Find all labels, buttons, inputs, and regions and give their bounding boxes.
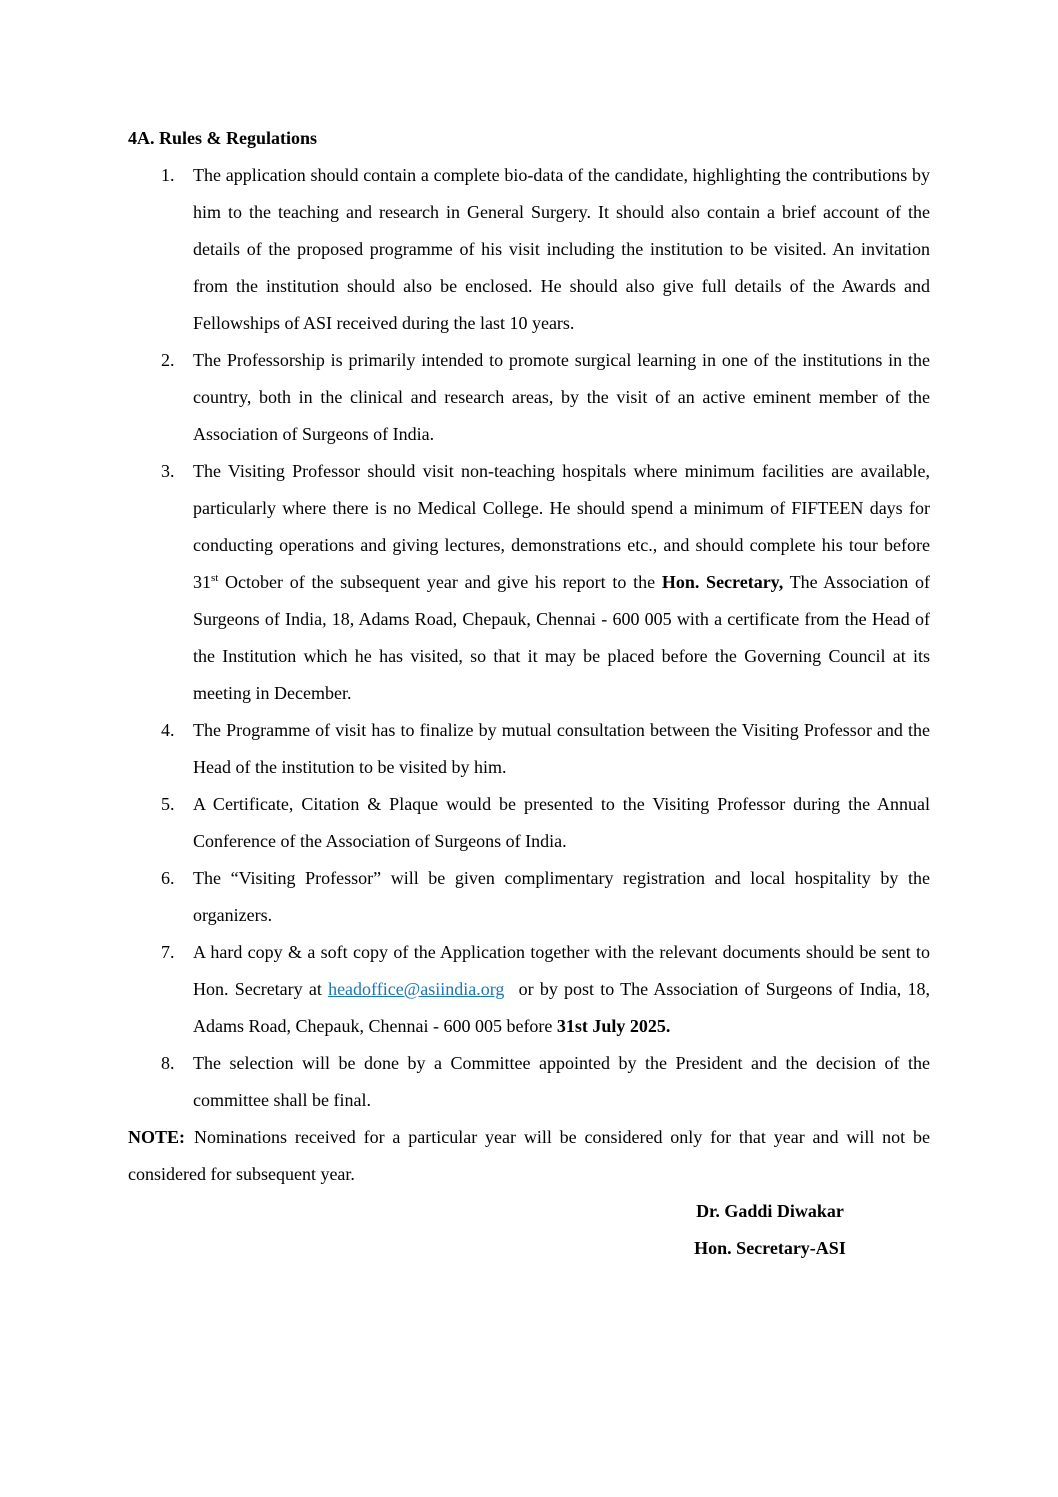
rule-item-8 — [128, 1045, 930, 1119]
document-heading: 4A. Rules & Regulations — [128, 128, 318, 148]
rule-text: A Certificate, Citation & Plaque would be presented to the Visiting Professor during the Annual Conference of the Association of Surgeons of India. — [193, 794, 930, 851]
rule-text-post: The Association of Surgeons of India, 18, Adams Road, Chepauk, Chennai - 600 005 with a certificate from the Head of the Institution which he has visited, so that it may be placed before the Governing Council at its meeting in December. — [193, 572, 931, 703]
rules-list — [128, 157, 930, 1119]
rule-item-3 — [128, 453, 930, 712]
rule-number: 2. — [161, 350, 175, 370]
rule-number: 4. — [161, 720, 175, 740]
rule-text: The “Visiting Professor” will be given complimentary registration and local hospitality by the organizers. — [193, 868, 930, 925]
note-paragraph — [128, 1119, 930, 1193]
rule-text: The Professorship is primarily intended to promote surgical learning in one of the institutions in the country, both in the clinical and research areas, by the visit of an active eminent member of the Association of Surgeons of India. — [193, 350, 930, 444]
rule-text-mid: October of the subsequent year and give his report to the — [218, 572, 662, 592]
rule-text: The selection will be done by a Committee appointed by the President and the decision of the committee shall be final. — [193, 1053, 930, 1110]
note-text: Nominations received for a particular year will be considered only for that year and will not be considered for subsequent year. — [128, 1127, 930, 1184]
signature-block — [620, 1193, 920, 1267]
rule-number: 1. — [161, 165, 175, 185]
rule-text-pre: A hard copy & a soft copy of the Application together with the relevant documents should be sent to Hon. Secretary at — [193, 942, 930, 999]
rule-item-4 — [128, 712, 930, 786]
note-label: NOTE: — [128, 1127, 186, 1147]
email-link[interactable]: headoffice@asiindia.org — [328, 979, 505, 999]
rule-item-2 — [128, 342, 930, 453]
rule-item-5 — [128, 786, 930, 860]
rule-item-6 — [128, 860, 930, 934]
rule-number: 3. — [161, 461, 175, 481]
rule-text-mid: or by post to The Association of Surgeons of India, 18, Adams Road, Chepauk, Chennai - 600 005 before — [193, 979, 930, 1036]
rule-item-7 — [128, 934, 930, 1045]
signature-title: Hon. Secretary-ASI — [694, 1238, 846, 1258]
rule-item-1 — [128, 157, 930, 342]
rule-number: 5. — [161, 794, 175, 814]
hon-secretary-bold: Hon. Secretary, — [661, 572, 784, 592]
rule-number: 6. — [161, 868, 175, 888]
rule-number: 8. — [161, 1053, 175, 1073]
rule-text-pre: The Visiting Professor should visit non-teaching hospitals where minimum facilities are available, particularly where there is no Medical College. He should spend a minimum of FIFTEEN days for conducting operations and giving lectures, demonstrations etc., and should complete his tour before 31 — [193, 461, 930, 592]
rule-text: The application should contain a complete bio-data of the candidate, highlighting the contributions by him to the teaching and research in General Surgery. It should also contain a brief account of the details of the proposed programme of his visit including the institution to be visited. An invitation from the institution should also be enclosed. He should also give full details of the Awards and Fellowships of ASI received during the last 10 years. — [193, 165, 930, 333]
rule-text: The Programme of visit has to finalize by mutual consultation between the Visiting Professor and the Head of the institution to be visited by him. — [193, 720, 930, 777]
signature-name: Dr. Gaddi Diwakar — [696, 1201, 844, 1221]
rule-number: 7. — [161, 942, 175, 962]
deadline-bold: 31st July 2025. — [556, 1016, 671, 1036]
ordinal-superscript: st — [211, 572, 219, 584]
